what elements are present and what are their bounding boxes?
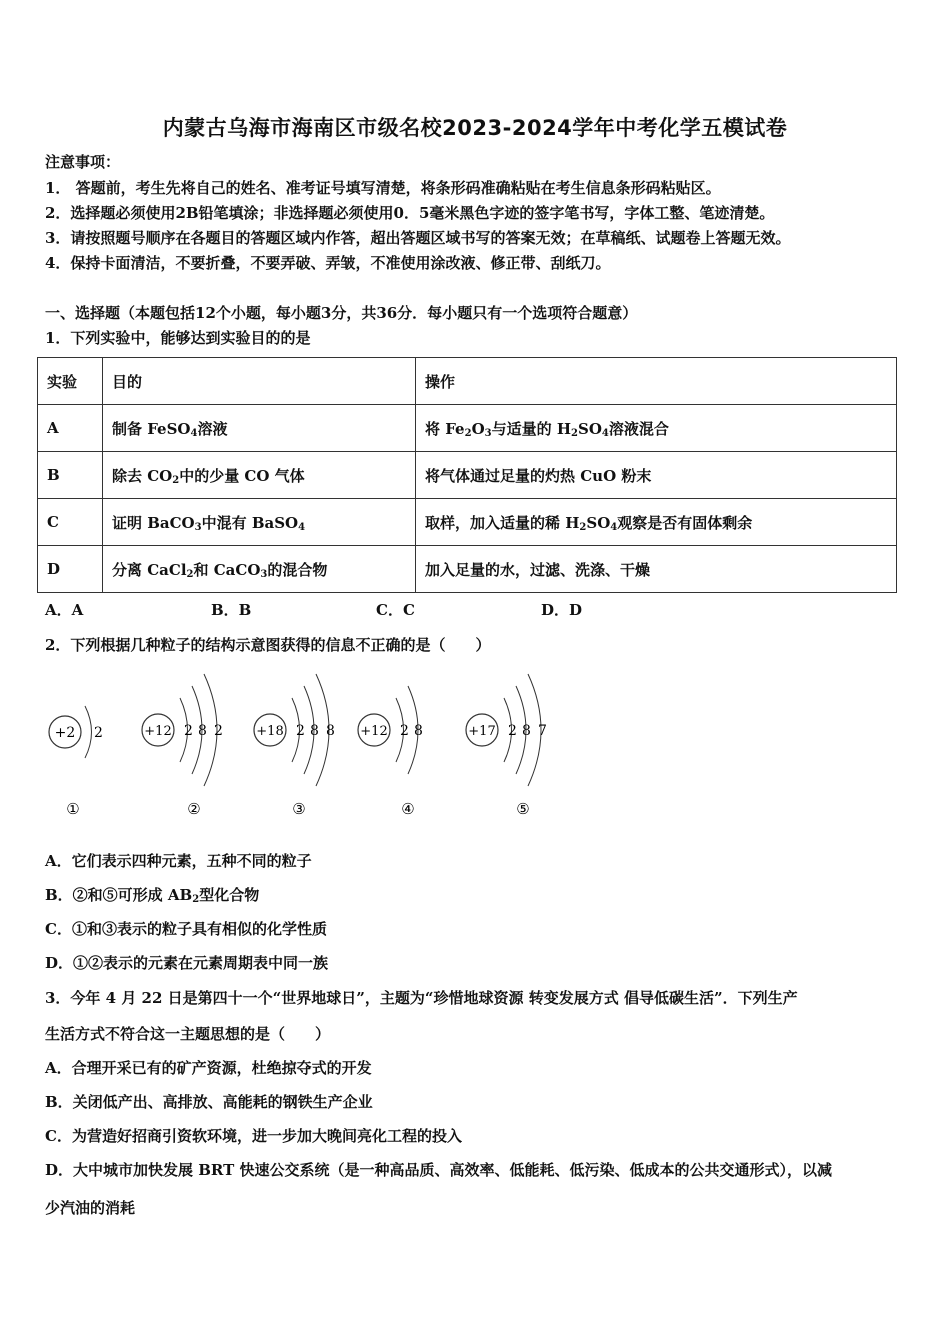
header-purpose: 目的 [103,358,416,405]
atom-5-nucleus: +17 [468,724,496,739]
atom-1-nucleus: +2 [54,725,76,741]
q3-option-c[interactable]: C．为营造好招商引资软环境，进一步加大晚间亮化工程的投入 [45,1127,462,1145]
notice-item-3: 3．请按照题号顺序在各题目的答题区域内作答，超出答题区域书写的答案无效；在草稿纸、试题卷上答题无效。 [45,229,791,247]
row-c-purpose: 证明 BaCO$_3$中混有 BaSO$_4$ [103,499,416,546]
q2-stem: 2．下列根据几种粒子的结构示意图获得的信息不正确的是（ ） [45,636,491,654]
atom-4-shell-2: 8 [414,723,423,739]
atom-5-shell-1: 2 [508,723,517,739]
row-c-operation: 取样，加入适量的稀 $H_2SO_4$观察是否有固体剩余 [416,499,897,546]
atom-2-label: ② [187,800,201,818]
q2-option-d[interactable]: D．①②表示的元素在元素周期表中同一族 [45,954,329,972]
q3-stem-line-1: 3．今年 4 月 22 日是第四十一个“世界地球日”，主题为“珍惜地球资源 转变发展方式 倡导低碳生活”．下列生产 [45,989,798,1007]
q1-option-b[interactable]: B．B [211,601,252,619]
notice-heading: 注意事项： [45,153,121,171]
q2-option-c[interactable]: C．①和③表示的粒子具有相似的化学性质 [45,920,327,938]
row-b-exp: B [38,452,103,499]
table-row [38,405,897,452]
atom-3-shell-3: 8 [326,723,335,739]
atom-3-shell-1: 2 [296,723,305,739]
q3-stem-line-2: 生活方式不符合这一主题思想的是（ ） [45,1025,331,1043]
q3-option-a[interactable]: A．合理开采已有的矿产资源，杜绝掠夺式的开发 [45,1059,372,1077]
atom-2-shell-3: 2 [214,723,223,739]
atom-3-shell-2: 8 [310,723,319,739]
atom-2-shell-1: 2 [184,723,193,739]
q1-option-c[interactable]: C．C [376,601,415,619]
atom-2-nucleus: +12 [144,724,172,739]
row-c-exp: C [38,499,103,546]
atom-4-diagram [358,686,423,818]
row-b-purpose: 除去 $CO_2$中的少量 CO 气体 [103,452,416,499]
atom-3-label: ③ [292,800,306,818]
atom-3-nucleus: +18 [256,724,284,739]
section-heading: 一、选择题（本题包括12个小题，每小题3分，共36分．每小题只有一个选项符合题意） [45,304,638,322]
atom-4-label: ④ [401,800,415,818]
atom-5-diagram [466,674,547,818]
atom-1-diagram [49,706,103,818]
q1-option-d[interactable]: D．D [541,601,583,619]
row-d-operation: 加入足量的水，过滤、洗涤、干燥 [416,546,897,593]
q2-option-b[interactable]: B．②和⑤可形成 $AB_2$型化合物 [45,886,260,905]
q3-option-b[interactable]: B．关闭低产出、高排放、高能耗的钢铁生产企业 [45,1093,373,1111]
header-experiment: 实验 [38,358,103,405]
q3-option-d-continued: 少汽油的消耗 [45,1199,136,1217]
atom-4-shell-1: 2 [400,723,409,739]
row-a-purpose: 制备 FeSO$_4$溶液 [103,405,416,452]
q2-option-a[interactable]: A．它们表示四种元素，五种不同的粒子 [45,852,312,870]
page-title: 内蒙古乌海市海南区市级名校2023-2024学年中考化学五模试卷 [162,116,788,140]
notice-item-1: 1． 答题前，考生先将自己的姓名、准考证号填写清楚，将条形码准确粘贴在考生信息条形码粘贴区。 [45,179,721,197]
row-b-operation: 将气体通过足量的灼热 CuO 粉末 [416,452,897,499]
atom-structure-diagrams [40,668,580,828]
row-d-purpose: 分离 CaCl$_2$和 CaCO$_3$的混合物 [103,546,416,593]
atom-1-label: ① [66,800,80,818]
atom-4-nucleus: +12 [360,724,388,739]
atom-5-shell-3: 7 [538,723,547,739]
header-operation: 操作 [416,358,897,405]
atom-2-diagram [142,674,223,818]
atom-3-diagram [254,674,335,818]
q1-option-a[interactable]: A．A [45,601,84,619]
row-a-exp: A [38,405,103,452]
atom-2-shell-2: 8 [198,723,207,739]
row-a-operation: 将 $Fe_2O_3$与适量的 $H_2SO_4$溶液混合 [416,405,897,452]
notice-item-2: 2．选择题必须使用2B铅笔填涂；非选择题必须使用0．5毫米黑色字迹的签字笔书写，字体工整、笔迹清楚。 [45,204,775,222]
notice-item-4: 4．保持卡面清洁，不要折叠，不要弄破、弄皱，不准使用涂改液、修正带、刮纸刀。 [45,254,611,272]
table-row [38,499,897,546]
atom-5-label: ⑤ [516,800,530,818]
table-row [38,546,897,593]
q3-option-d[interactable]: D．大中城市加快发展 BRT 快速公交系统（是一种高品质、高效率、低能耗、低污染、低成本的公共交通形式），以减 [45,1161,832,1179]
q1-stem: 1．下列实验中，能够达到实验目的的是 [45,329,311,347]
atom-5-shell-2: 8 [522,723,531,739]
atom-1-shell-1: 2 [94,725,103,741]
table-row [38,452,897,499]
table-header-row [38,358,897,405]
row-d-exp: D [38,546,103,593]
q1-table [37,357,897,593]
